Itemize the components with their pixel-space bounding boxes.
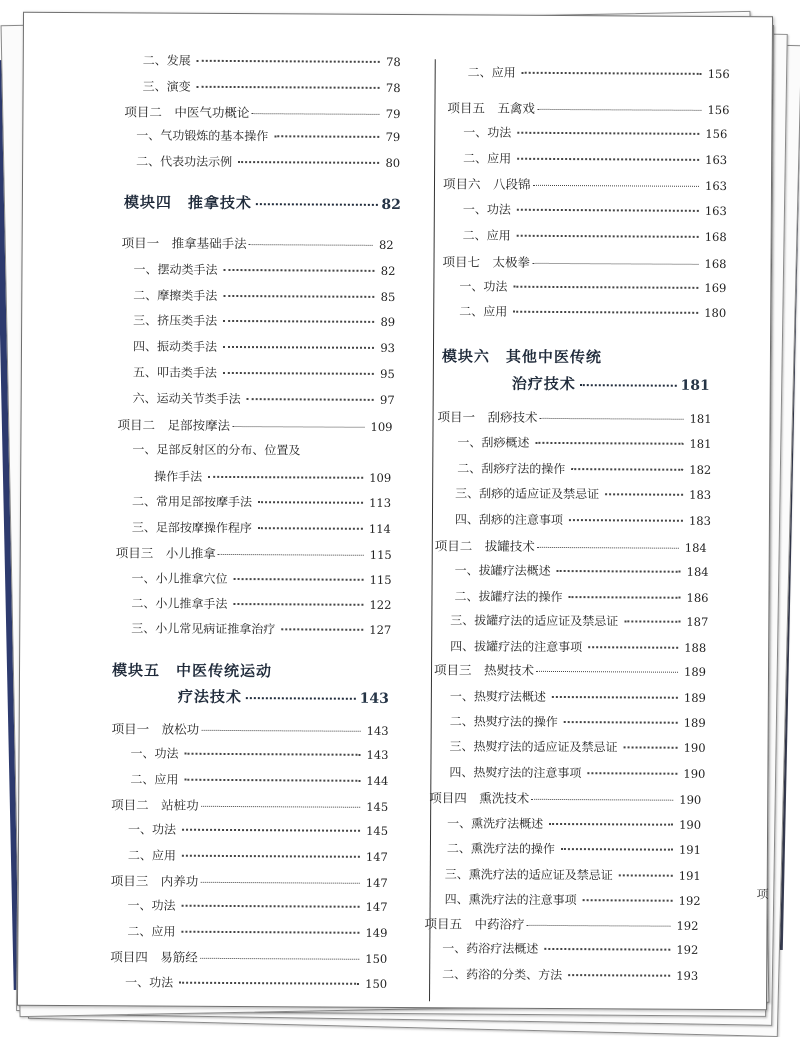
page-number: 147 — [365, 849, 388, 864]
toc-section-entry[interactable] — [133, 260, 395, 279]
toc-section-entry[interactable] — [455, 561, 709, 580]
toc-section-entry[interactable] — [131, 619, 391, 638]
entry-title: 一、功法 — [127, 898, 176, 913]
dot-leader — [540, 418, 684, 420]
entry-title: 一、熏洗疗法概述 — [447, 816, 544, 831]
page-number: 156 — [705, 126, 728, 142]
toc-section-entry[interactable] — [459, 302, 726, 321]
toc-section-entry[interactable] — [442, 939, 698, 958]
toc-section-entry[interactable] — [136, 126, 400, 145]
toc-section-entry[interactable] — [128, 820, 388, 839]
entry-title: 模块四 推拿技术 — [123, 193, 252, 213]
entry-title: 一、刮痧概述 — [457, 435, 530, 450]
toc-project-entry[interactable] — [442, 252, 726, 272]
toc-project-entry[interactable] — [111, 795, 388, 815]
entry-title: 一、功法 — [459, 279, 508, 294]
page-number: 189 — [684, 664, 707, 679]
page-number: 145 — [366, 799, 389, 814]
toc-module-entry[interactable] — [178, 686, 389, 708]
page-number: 82 — [378, 237, 394, 252]
dot-leader — [517, 132, 699, 135]
entry-title: 五、叩击类手法 — [132, 365, 217, 380]
entry-title: 二、代表功法示例 — [136, 154, 233, 169]
toc-section-entry[interactable] — [450, 737, 706, 756]
dot-leader — [513, 311, 698, 314]
dot-leader — [223, 295, 374, 298]
toc-project-entry[interactable] — [122, 233, 394, 253]
page-number: 193 — [676, 968, 699, 983]
page-number: 184 — [686, 564, 709, 579]
page-number: 143 — [366, 723, 389, 738]
dot-leader — [569, 519, 683, 522]
dot-leader — [274, 135, 379, 138]
toc-section-entry[interactable] — [128, 846, 388, 865]
dot-leader — [624, 746, 678, 748]
dot-leader — [181, 931, 359, 934]
page-number: 97 — [379, 392, 395, 407]
toc-project-entry[interactable] — [111, 871, 388, 891]
toc-section-entry[interactable] — [450, 611, 708, 630]
toc-page — [17, 12, 773, 1011]
toc-project-entry[interactable] — [124, 102, 400, 122]
page-number: 192 — [678, 893, 701, 908]
toc-section-entry[interactable] — [445, 865, 701, 884]
page-number: 168 — [704, 229, 727, 245]
dot-leader — [234, 578, 364, 581]
entry-title: 项目三 内养功 — [110, 873, 199, 889]
page-number: 149 — [365, 925, 388, 940]
entry-title: 三、足部按摩操作程序 — [131, 520, 252, 536]
toc-section-entry[interactable] — [132, 518, 391, 537]
entry-title: 疗法技术 — [177, 687, 242, 707]
entry-title: 三、刮痧的适应证及禁忌证 — [455, 486, 600, 502]
dot-leader — [223, 320, 374, 323]
page-number: 192 — [676, 942, 699, 957]
entry-title: 项目三 热熨技术 — [433, 662, 535, 678]
dot-leader — [201, 806, 361, 808]
page-number: 186 — [686, 590, 709, 605]
entry-title: 一、功法 — [128, 822, 177, 837]
dot-leader — [233, 603, 363, 606]
page-number: 122 — [369, 597, 392, 612]
dot-leader — [571, 468, 683, 471]
entry-title: 三、熏洗疗法的适应证及禁忌证 — [444, 867, 613, 883]
toc-section-entry[interactable] — [454, 587, 708, 606]
page-number: 78 — [385, 80, 401, 96]
dot-leader — [179, 982, 359, 985]
toc-section-entry[interactable] — [132, 569, 392, 588]
page-number: 188 — [684, 640, 707, 655]
page-number: 93 — [380, 340, 396, 355]
entry-title: 一、功法 — [463, 125, 512, 140]
page-number: 156 — [707, 66, 730, 82]
dot-leader — [200, 958, 360, 960]
dot-leader — [281, 628, 363, 631]
entry-title: 项目二 站桩功 — [111, 797, 199, 813]
page-number: 82 — [381, 196, 401, 214]
dot-leader — [564, 721, 678, 724]
dot-leader — [517, 235, 699, 238]
toc-section-entry[interactable] — [468, 63, 730, 82]
dot-leader — [208, 476, 363, 479]
dot-leader — [184, 779, 360, 782]
entry-title: 二、常用足部按摩手法 — [132, 494, 253, 510]
page-number: 78 — [386, 54, 401, 70]
page-number: 109 — [370, 419, 393, 434]
toc-section-entry[interactable] — [442, 965, 698, 984]
page-number: 168 — [704, 256, 727, 272]
toc-section-entry[interactable] — [463, 149, 727, 168]
page-number: 79 — [385, 129, 401, 145]
page-number: 82 — [380, 263, 396, 278]
page-number: 114 — [368, 521, 391, 536]
toc-module-entry[interactable] — [512, 373, 710, 395]
toc-section-entry[interactable] — [125, 973, 387, 992]
entry-title: 三、拔罐疗法的适应证及禁忌证 — [450, 613, 619, 629]
dot-leader — [549, 823, 673, 826]
toc-section-entry[interactable] — [132, 492, 391, 511]
page-number: 115 — [369, 572, 392, 587]
page-number: 156 — [707, 102, 730, 118]
entry-title: 二、应用 — [459, 304, 508, 319]
toc-section-entry[interactable] — [131, 594, 391, 613]
page-number: 190 — [679, 792, 702, 807]
toc-project-entry[interactable] — [110, 947, 387, 967]
entry-title: 三、演变 — [142, 79, 191, 94]
entry-title: 一、拔罐疗法概述 — [454, 563, 551, 578]
toc-section-entry[interactable] — [455, 510, 711, 529]
dot-leader — [249, 244, 373, 246]
toc-section-entry[interactable] — [463, 123, 727, 142]
entry-title: 一、足部反射区的分布、位置及 — [132, 442, 301, 458]
entry-title: 项目二 拔罐技术 — [434, 538, 535, 554]
page-number: 115 — [369, 547, 392, 562]
toc-section-entry[interactable] — [447, 839, 701, 858]
entry-title: 四、振动类手法 — [132, 339, 218, 354]
entry-title: 项目五 中药浴疗 — [424, 916, 525, 932]
dot-leader — [232, 426, 365, 428]
toc-section-entry[interactable] — [457, 433, 711, 452]
dot-leader — [251, 113, 379, 115]
dot-leader — [247, 398, 374, 401]
page-number: 144 — [366, 773, 389, 788]
dot-leader — [258, 501, 363, 504]
page-number: 187 — [686, 614, 709, 629]
toc-section-entry[interactable] — [449, 763, 705, 782]
toc-section-entry[interactable] — [447, 814, 701, 833]
entry-title: 二、熏洗疗法的操作 — [446, 841, 555, 856]
dot-leader — [544, 948, 670, 951]
page-number: 147 — [365, 875, 388, 890]
toc-project-entry[interactable] — [443, 174, 727, 194]
dot-leader — [526, 925, 670, 927]
entry-title: 四、热熨疗法的注意事项 — [449, 765, 582, 781]
entry-title: 二、刮痧疗法的操作 — [457, 461, 566, 477]
toc-section-entry[interactable] — [133, 389, 395, 408]
dot-leader — [533, 185, 700, 187]
entry-title: 二、应用 — [463, 151, 512, 166]
dot-leader — [256, 203, 378, 206]
dot-leader — [223, 269, 374, 272]
entry-title: 一、功法 — [462, 202, 511, 217]
dot-leader — [223, 372, 374, 375]
page-number: 163 — [704, 203, 727, 219]
page-number: 95 — [380, 366, 395, 381]
page-number: 189 — [683, 715, 706, 730]
entry-title: 二、应用 — [130, 772, 179, 787]
entry-title: 二、拔罐疗法的操作 — [454, 589, 563, 605]
page-number: 79 — [385, 106, 401, 122]
page-number: 89 — [380, 314, 396, 329]
toc-entry-heading — [132, 440, 300, 458]
entry-title: 二、应用 — [467, 65, 516, 80]
page-number: 181 — [680, 377, 710, 394]
dot-leader — [522, 72, 702, 75]
entry-title: 项目四 熏洗技术 — [429, 790, 530, 806]
toc-section-entry[interactable] — [136, 152, 400, 171]
entry-title: 一、热熨疗法概述 — [449, 689, 546, 704]
page-number: 184 — [684, 540, 707, 555]
toc-section-entry[interactable] — [450, 637, 706, 656]
toc-project-entry[interactable] — [447, 98, 729, 118]
module-heading — [112, 659, 272, 681]
toc-project-entry[interactable] — [434, 660, 706, 680]
toc-section-entry[interactable] — [133, 337, 395, 356]
entry-title: 四、熏洗疗法的注意事项 — [444, 892, 577, 908]
entry-title: 模块六 其他中医传统 — [441, 347, 603, 367]
toc-section-entry[interactable] — [463, 200, 727, 219]
dot-leader — [182, 855, 360, 858]
toc-section-entry[interactable] — [143, 77, 401, 96]
page-number: 143 — [366, 747, 389, 762]
toc-project-entry[interactable] — [424, 914, 698, 934]
toc-section-entry[interactable] — [133, 311, 395, 330]
entry-title: 二、应用 — [462, 228, 511, 243]
entry-title: 二、小儿推拿手法 — [131, 596, 228, 611]
toc-section-entry[interactable] — [130, 770, 388, 789]
toc-section-entry[interactable] — [130, 744, 388, 763]
dot-leader — [537, 109, 702, 111]
dot-leader — [583, 899, 673, 902]
page-number: 109 — [369, 470, 392, 485]
toc-section-entry[interactable] — [128, 896, 388, 915]
toc-section-entry[interactable] — [450, 687, 706, 706]
entry-title: 一、药浴疗法概述 — [442, 941, 539, 956]
dot-leader — [580, 384, 677, 387]
entry-title: 一、气功锻炼的基本操作 — [136, 128, 269, 144]
dot-leader — [557, 570, 681, 573]
page-number: 180 — [704, 305, 727, 321]
page-number: 190 — [683, 740, 706, 755]
dot-leader — [532, 263, 699, 265]
toc-section-entry[interactable] — [463, 226, 727, 245]
page-number: 80 — [385, 155, 401, 171]
dot-leader — [535, 442, 683, 445]
entry-title: 项目二 足部按摩法 — [117, 417, 231, 433]
entry-title: 二、药浴的分类、方法 — [442, 967, 563, 983]
entry-title: 二、摩擦类手法 — [133, 288, 218, 303]
dot-leader — [223, 346, 374, 349]
module-heading — [442, 345, 602, 367]
toc-project-entry[interactable] — [429, 788, 701, 808]
page-number: 181 — [689, 436, 712, 451]
entry-title: 二、发展 — [142, 53, 191, 68]
entry-title: 三、热熨疗法的适应证及禁忌证 — [449, 739, 618, 755]
entry-title: 治疗技术 — [511, 374, 576, 394]
entry-title: 项目三 小儿推拿 — [115, 545, 216, 561]
page-number: 181 — [689, 411, 712, 426]
entry-title: 操作手法 — [154, 469, 203, 484]
toc-project-entry[interactable] — [117, 415, 392, 435]
page-number: 113 — [369, 495, 392, 510]
dot-leader — [531, 799, 673, 801]
column-divider — [429, 59, 436, 1001]
dot-leader — [197, 60, 380, 63]
page-number: 182 — [689, 462, 712, 477]
entry-title: 四、刮痧的注意事项 — [454, 512, 564, 528]
entry-title: 六、运动关节类手法 — [132, 391, 241, 407]
page-number: 192 — [676, 918, 699, 933]
toc-section-entry[interactable] — [457, 459, 711, 478]
entry-title: 模块五 中医传统运动 — [111, 661, 273, 681]
dot-leader — [517, 158, 699, 161]
toc-section-entry[interactable] — [459, 277, 726, 296]
entry-title: 四、拔罐疗法的注意事项 — [450, 639, 583, 655]
dot-leader — [200, 882, 360, 884]
page-number: 169 — [704, 280, 727, 296]
page-number: 143 — [359, 690, 389, 707]
dot-leader — [201, 730, 361, 732]
dot-leader — [568, 974, 670, 977]
page-number: 191 — [678, 842, 701, 857]
entry-title: 二、应用 — [127, 848, 176, 863]
entry-title: 项目一 放松功 — [111, 721, 200, 737]
page-number: 147 — [365, 899, 388, 914]
toc-module-entry[interactable] — [124, 191, 401, 214]
dot-leader — [536, 671, 678, 673]
dot-leader — [568, 596, 680, 599]
toc-section-entry[interactable] — [450, 712, 706, 731]
adjacent-page-mark: 项 — [756, 887, 769, 902]
toc-project-entry[interactable] — [112, 719, 389, 739]
dot-leader — [537, 547, 679, 549]
toc-section-entry[interactable] — [143, 51, 401, 70]
dot-leader — [238, 161, 379, 164]
entry-title: 一、摆动类手法 — [133, 262, 218, 277]
page-number: 150 — [365, 976, 388, 991]
page-number: 190 — [679, 817, 702, 832]
page-number: 163 — [704, 178, 728, 194]
toc-section-entry[interactable] — [133, 286, 395, 305]
page-number: 163 — [705, 152, 728, 168]
entry-title: 三、小儿常见病证推拿治疗 — [131, 621, 276, 637]
dot-leader — [561, 848, 673, 851]
entry-title: 一、小儿推拿穴位 — [131, 571, 228, 586]
page-number: 85 — [380, 289, 396, 304]
entry-title: 二、应用 — [127, 924, 176, 939]
page-number: 191 — [678, 868, 701, 883]
page-number: 183 — [689, 487, 712, 502]
dot-leader — [587, 772, 677, 775]
dot-leader — [185, 753, 361, 756]
dot-leader — [258, 527, 363, 530]
dot-leader — [246, 697, 356, 700]
page-number: 190 — [683, 766, 706, 781]
dot-leader — [182, 905, 360, 908]
entry-title: 项目六 八段锦 — [442, 176, 531, 192]
entry-title: 项目五 五禽戏 — [447, 100, 536, 116]
toc-section-entry[interactable] — [127, 922, 387, 941]
page-number: 150 — [365, 951, 388, 966]
dot-leader — [197, 86, 380, 89]
toc-project-entry[interactable] — [116, 543, 392, 563]
toc-section-entry[interactable] — [455, 484, 711, 503]
entry-title: 一、功法 — [125, 975, 174, 990]
dot-leader — [624, 620, 680, 622]
entry-title: 三、挤压类手法 — [133, 313, 218, 328]
toc-section-entry[interactable] — [154, 468, 391, 486]
entry-title: 一、功法 — [130, 746, 179, 761]
page-number: 189 — [683, 690, 706, 705]
entry-title: 项目四 易筋经 — [110, 949, 198, 965]
entry-title: 二、热熨疗法的操作 — [449, 714, 558, 729]
dot-leader — [619, 874, 673, 876]
toc-section-entry[interactable] — [133, 363, 395, 382]
entry-title: 项目一 刮痧技术 — [437, 409, 538, 425]
dot-leader — [588, 646, 678, 649]
toc-project-entry[interactable] — [435, 536, 707, 556]
entry-title: 项目一 推拿基础手法 — [121, 235, 247, 252]
dot-leader — [605, 493, 683, 495]
entry-title: 项目二 中医气功概论 — [124, 104, 250, 121]
dot-leader — [513, 286, 698, 289]
page-number: 183 — [688, 513, 711, 528]
entry-title: 项目七 太极拳 — [442, 254, 531, 270]
toc-project-entry[interactable] — [438, 407, 712, 427]
dot-leader — [517, 209, 699, 212]
dot-leader — [552, 696, 678, 699]
dot-leader — [218, 554, 364, 556]
page-number: 127 — [369, 622, 392, 637]
toc-left-column — [24, 13, 424, 991]
page-number: 145 — [366, 823, 389, 838]
dot-leader — [182, 829, 360, 832]
toc-section-entry[interactable] — [445, 890, 701, 909]
